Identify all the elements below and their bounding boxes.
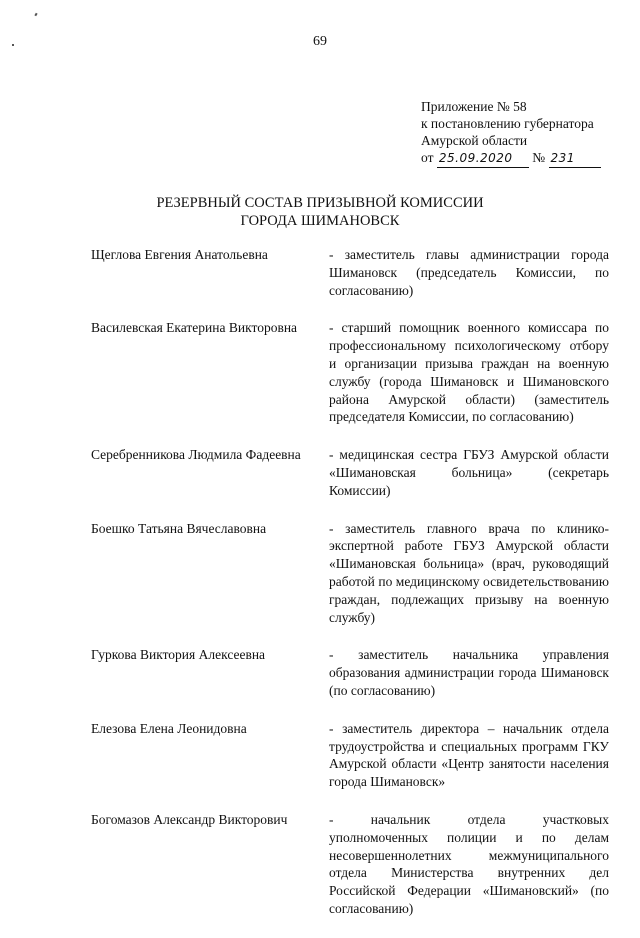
members-list xyxy=(91,246,611,938)
appendix-line: Приложение № 58 xyxy=(421,99,527,114)
member-row xyxy=(91,520,611,627)
number-prefix: № xyxy=(532,150,546,165)
member-row xyxy=(91,720,611,791)
appendix-block xyxy=(421,98,601,168)
handwritten-date: 25.09.2020 xyxy=(437,150,529,168)
member-name: Елезова Елена Леонидовна xyxy=(91,720,247,736)
member-row xyxy=(91,246,611,299)
member-row xyxy=(91,319,611,426)
member-name: Богомазов Александр Викторович xyxy=(91,811,288,827)
member-row xyxy=(91,811,611,918)
member-role: - заместитель главы администрации города Шимановск (председатель Комиссии, по согласованию) xyxy=(329,247,609,298)
member-role: - медицинская сестра ГБУЗ Амурской области «Шимановская больница» (секретарь Комиссии) xyxy=(329,447,609,498)
member-name: Боешко Татьяна Вячеславовна xyxy=(91,520,267,536)
title-line: РЕЗЕРВНЫЙ СОСТАВ ПРИЗЫВНОЙ КОМИССИИ xyxy=(156,195,484,211)
member-row xyxy=(91,646,611,699)
member-name: Гуркова Виктория Алексеевна xyxy=(91,647,266,663)
date-prefix: от xyxy=(421,150,434,165)
appendix-line: к постановлению губернатора xyxy=(421,116,594,131)
member-role: - заместитель начальника управления образования администрации города Шимановск (по согласованию) xyxy=(329,647,609,698)
member-role: - заместитель главного врача по клинико-экспертной работе ГБУЗ Амурской области «Шимановская больница» (врач, руководящий работой по медицинскому освидетельствованию граждан, подлежащих призыву на военную службу) xyxy=(329,520,609,625)
scan-speck xyxy=(34,13,37,17)
document-title xyxy=(0,194,640,230)
member-name: Василевская Екатерина Викторовна xyxy=(91,320,298,336)
page-number: 69 xyxy=(313,34,327,49)
member-name: Щеглова Евгения Анатольевна xyxy=(91,247,268,262)
member-role: - заместитель директора – начальник отдела трудоустройства и специальных программ ГКУ Амурской области «Центр занятости населения города Шимановск» xyxy=(329,720,609,790)
member-name: Серебренникова Людмила Фадеевна xyxy=(91,447,301,463)
member-role: - старший помощник военного комиссара по профессиональному психологическому отбору и организации призыва граждан на военную службу (города Шимановск и Шимановского района Амурской области) (заместитель председателя Комиссии, по согласованию) xyxy=(329,320,609,425)
member-row xyxy=(91,446,611,499)
appendix-date-row xyxy=(421,149,601,168)
handwritten-number: 231 xyxy=(549,150,601,168)
member-role: - начальник отдела участковых уполномоченных полиции и по делам несовершеннолетних межмуниципального отдела Министерства внутренних дел Российской Федерации «Шимановский» (по согласованию) xyxy=(329,811,609,916)
appendix-line: Амурской области xyxy=(421,133,528,148)
title-line: ГОРОДА ШИМАНОВСК xyxy=(240,213,400,229)
